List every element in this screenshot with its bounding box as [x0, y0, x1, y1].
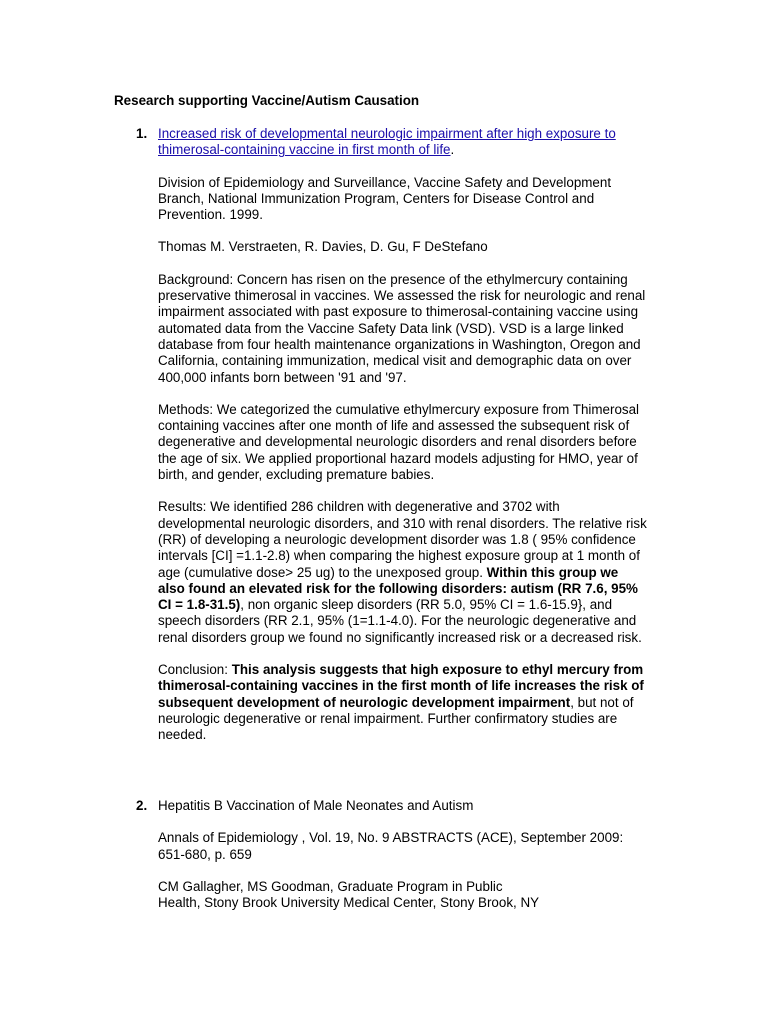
- link-suffix: .: [450, 142, 455, 158]
- item-methods: Methods: We categorized the cumulative ethylmercury exposure from Thimerosal containing vaccines after one month of life and assessed the subsequent risk of degenerative and developmental neurologic disorders and renal disorders before the age of six. We applied proportional hazard models adjusting for HMO, year of birth, and gender, excluding premature babies.: [158, 401, 640, 483]
- document-title: Research supporting Vaccine/Autism Causation: [114, 93, 420, 108]
- results-bold: Within this group we also found an elevated risk for the following disorders: autism (RR 7.6, 95% CI = 1.8-31.5): [158, 564, 638, 613]
- item-background: Background: Concern has risen on the presence of the ethylmercury containing preservative thimerosal in vaccines. We assessed the risk for neurologic and renal impairment associated with past exposure to thimerosal-containing vaccine using automated data from the Vaccine Safety Data link (VSD). VSD is a large linked database from four health maintenance organizations in Washington, Oregon and California, containing immunization, medical visit and demographic data on over 400,000 infants born between '91 and '97.: [158, 271, 646, 385]
- item-body: [158, 126, 648, 760]
- results-text-a: Results: We identified 286 children with degenerative and 3702 with developmental neurologic disorders, and 310 with renal disorders. The relative risk (RR) of developing a neurologic development disorder was 1.8 ( 95% confidence intervals [CI] =1.1-2.8) when comparing the highest exposure group at 1 month of age (cumulative dose> 25 ug) to the unexposed group.: [158, 499, 647, 580]
- item-body: [158, 798, 648, 927]
- item-number: 2.: [136, 798, 148, 813]
- item-authors: [158, 879, 648, 912]
- item-number: 1.: [136, 126, 148, 141]
- item-conclusion: [158, 662, 648, 743]
- article-link[interactable]: Increased risk of developmental neurologic impairment after high exposure to thimerosal-containing vaccine in first month of life: [158, 126, 616, 158]
- conclusion-label: Conclusion:: [158, 662, 232, 678]
- item-title: [158, 126, 648, 159]
- item-source: Annals of Epidemiology , Vol. 19, No. 9 ABSTRACTS (ACE), September 2009: 651-680, p. 659: [158, 830, 624, 862]
- authors-line-1: CM Gallagher, MS Goodman, Graduate Program in Public: [158, 878, 503, 894]
- item-authors: Thomas M. Verstraeten, R. Davies, D. Gu, F DeStefano: [158, 239, 488, 255]
- item-heading: Hepatitis B Vaccination of Male Neonates and Autism: [158, 798, 474, 813]
- item-results: [158, 499, 648, 646]
- item-source: Division of Epidemiology and Surveillance, Vaccine Safety and Development Branch, National Immunization Program, Centers for Disease Control and Prevention. 1999.: [158, 174, 612, 223]
- results-text-b: , non organic sleep disorders (RR 5.0, 95% CI = 1.6-15.9}, and speech disorders (RR 2.1, 95% (1=1.1-4.0). For the neurologic degenerative and renal disorders group we found no significantly increased risk or a decreased risk.: [158, 597, 642, 645]
- conclusion-text: , but not of neurologic degenerative or renal impairment. Further confirmatory studies are needed.: [158, 694, 634, 743]
- authors-line-2: Health, Stony Brook University Medical Center, Stony Brook, NY: [158, 895, 540, 911]
- conclusion-bold: This analysis suggests that high exposure to ethyl mercury from thimerosal-containing vaccines in the first month of life increases the risk of subsequent development of neurologic development impairment: [158, 662, 644, 710]
